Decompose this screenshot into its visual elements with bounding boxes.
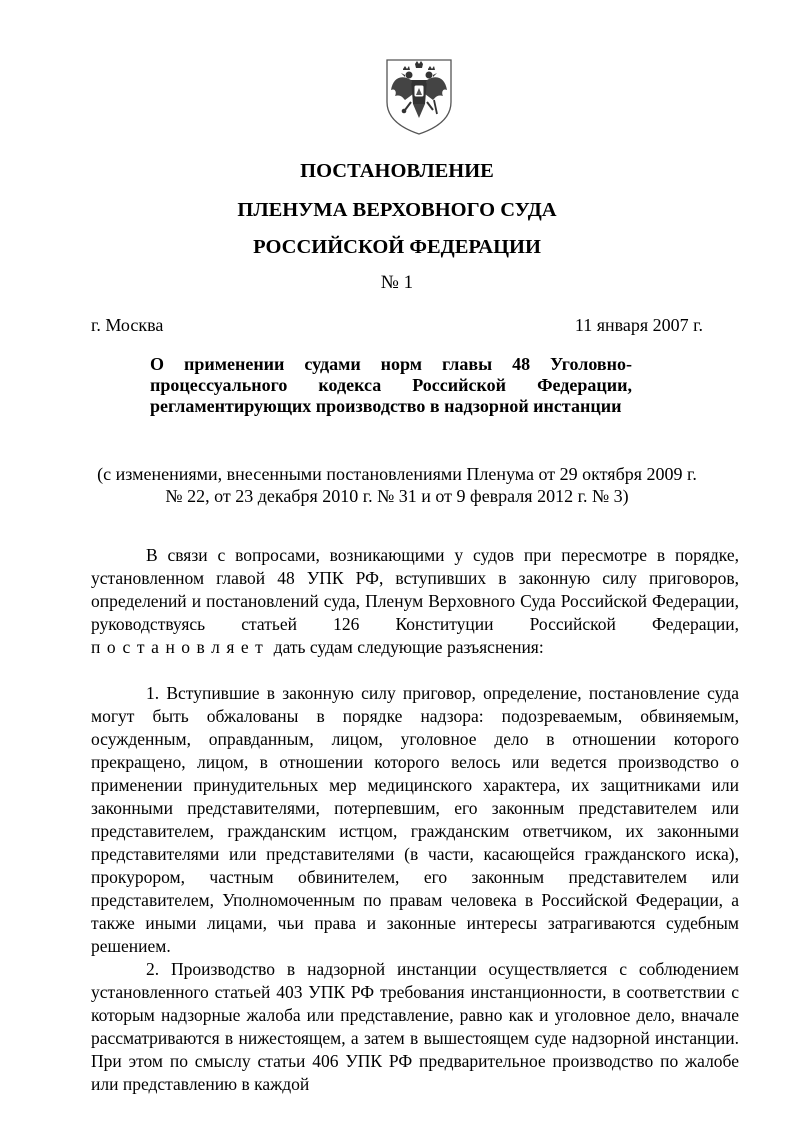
russian-coat-of-arms-icon: [381, 56, 457, 136]
amendments-line2: № 22, от 23 декабря 2010 г. № 31 и от 9 февраля 2012 г. № 3): [165, 486, 629, 506]
paragraph-2: 2. Производство в надзорной инстанции осуществляется с соблюдением установленного статьей 403 УПК РФ требования инстанционности, в соответствии с которым надзорные жалоба или представление, равно как и уголовное дело, вначале рассматриваются в нижестоящем, а затем в вышестоящем суде надзорной инстанции. При этом по смыслу статьи 406 УПК РФ предварительное производство по жалобе или представлению в каждой: [91, 959, 739, 1094]
preamble-ending: дать судам следующие разъяснения:: [273, 637, 544, 657]
paragraph-1: 1. Вступившие в законную силу приговор, определение, постановление суда могут быть обжалованы в порядке надзора: подозреваемым, обвиняемым, осужденным, оправданным, лицом, уголовное дело в отношении которого прекращено, лицом, в отношении которого велось или ведется производство о применении принудительных мер медицинского характера, их защитниками или законными представителями, потерпевшим, его законным представителем или представителем, гражданским истцом, гражданским ответчиком, их законными представителями или представителями (в части, касающейся гражданского иска), прокурором, частным обвинителем, его законным представителем или представителем, Уполномоченным по правам человека в Российской Федерации, а также иными лицами, чьи права и законные интересы затрагиваются судебным решением.: [91, 683, 739, 956]
preamble-paragraph: [91, 544, 739, 659]
preamble-text: В связи с вопросами, возникающими у судов при пересмотре в порядке, установленном главой 48 УПК РФ, вступивших в законную силу приговоров, определений и постановлений суда, Пленум Верховного Суда Российской Федерации, руководствуясь статьей 126 Конституции Российской Федерации,: [91, 545, 739, 634]
document-body: [91, 544, 739, 1096]
document-title-line1: ПОСТАНОВЛЕНИЕ: [300, 160, 494, 182]
document-title-line2: ПЛЕНУМА ВЕРХОВНОГО СУДА: [237, 199, 557, 221]
document-title-line3: РОССИЙСКОЙ ФЕДЕРАЦИИ: [253, 236, 541, 258]
document-subject: О применении судами норм главы 48 Уголовно-процессуального кодекса Российской Федерации, регламентирующих производство в надзорной инстанции: [150, 354, 632, 416]
document-date: 11 января 2007 г.: [574, 315, 703, 335]
amendments-line1: (с изменениями, внесенными постановлениями Пленума от 29 октября 2009 г.: [97, 464, 697, 484]
document-place: г. Москва: [91, 315, 164, 335]
document-number: № 1: [380, 272, 414, 293]
resolves-word: постановляет: [91, 637, 270, 657]
amendments-note: [60, 463, 734, 507]
